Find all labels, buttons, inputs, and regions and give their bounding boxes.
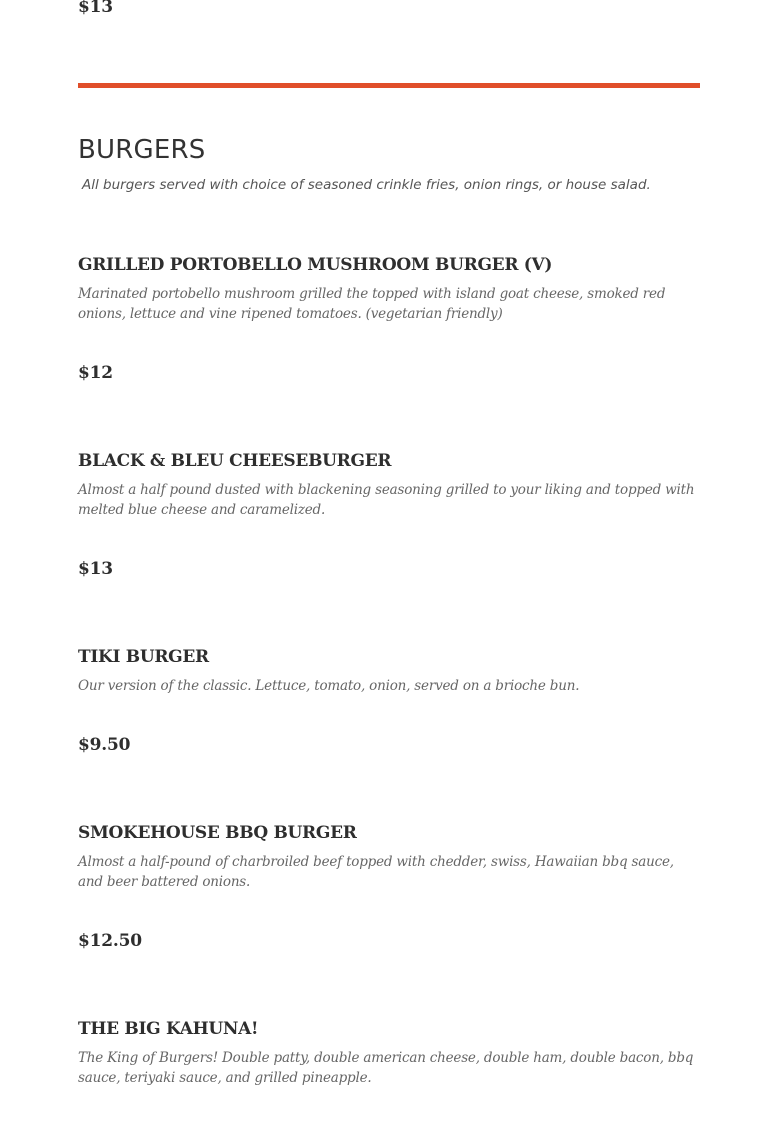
menu-item: [78, 450, 700, 520]
item-description: Almost a half-pound of charbroiled beef topped with chedder, swiss, Hawaiian bbq sauce, and beer battered onions.: [78, 854, 674, 890]
menu-item: [78, 646, 700, 696]
item-description: Almost a half pound dusted with blackening seasoning grilled to your liking and topped with melted blue cheese and caramelized.: [78, 482, 695, 518]
item-price: $13: [78, 559, 113, 579]
item-name: BLACK & BLEU CHEESEBURGER: [78, 451, 392, 471]
item-name: THE BIG KAHUNA!: [78, 1019, 259, 1039]
item-description: The King of Burgers! Double patty, double american cheese, double ham, double bacon, bbq sauce, teriyaki sauce, and grilled pineapple.: [78, 1050, 694, 1086]
section-note: All burgers served with choice of seasoned crinkle fries, onion rings, or house salad.: [82, 177, 651, 193]
item-price: $12.50: [78, 931, 142, 951]
item-name: GRILLED PORTOBELLO MUSHROOM BURGER (V): [78, 255, 553, 275]
item-price: $12: [78, 363, 113, 383]
previous-item-price: $13: [78, 0, 113, 17]
item-description: Marinated portobello mushroom grilled the topped with island goat cheese, smoked red onions, lettuce and vine ripened tomatoes. (vegetarian friendly): [78, 286, 666, 322]
item-description: Our version of the classic. Lettuce, tomato, onion, served on a brioche bun.: [78, 678, 580, 694]
menu-item: [78, 822, 700, 892]
item-name: TIKI BURGER: [78, 647, 209, 667]
item-price: $9.50: [78, 735, 131, 755]
menu-item: [78, 1018, 700, 1088]
menu-item: [78, 254, 700, 324]
section-title: BURGERS: [78, 135, 206, 165]
item-name: SMOKEHOUSE BBQ BURGER: [78, 823, 357, 843]
section-divider: [78, 83, 700, 88]
